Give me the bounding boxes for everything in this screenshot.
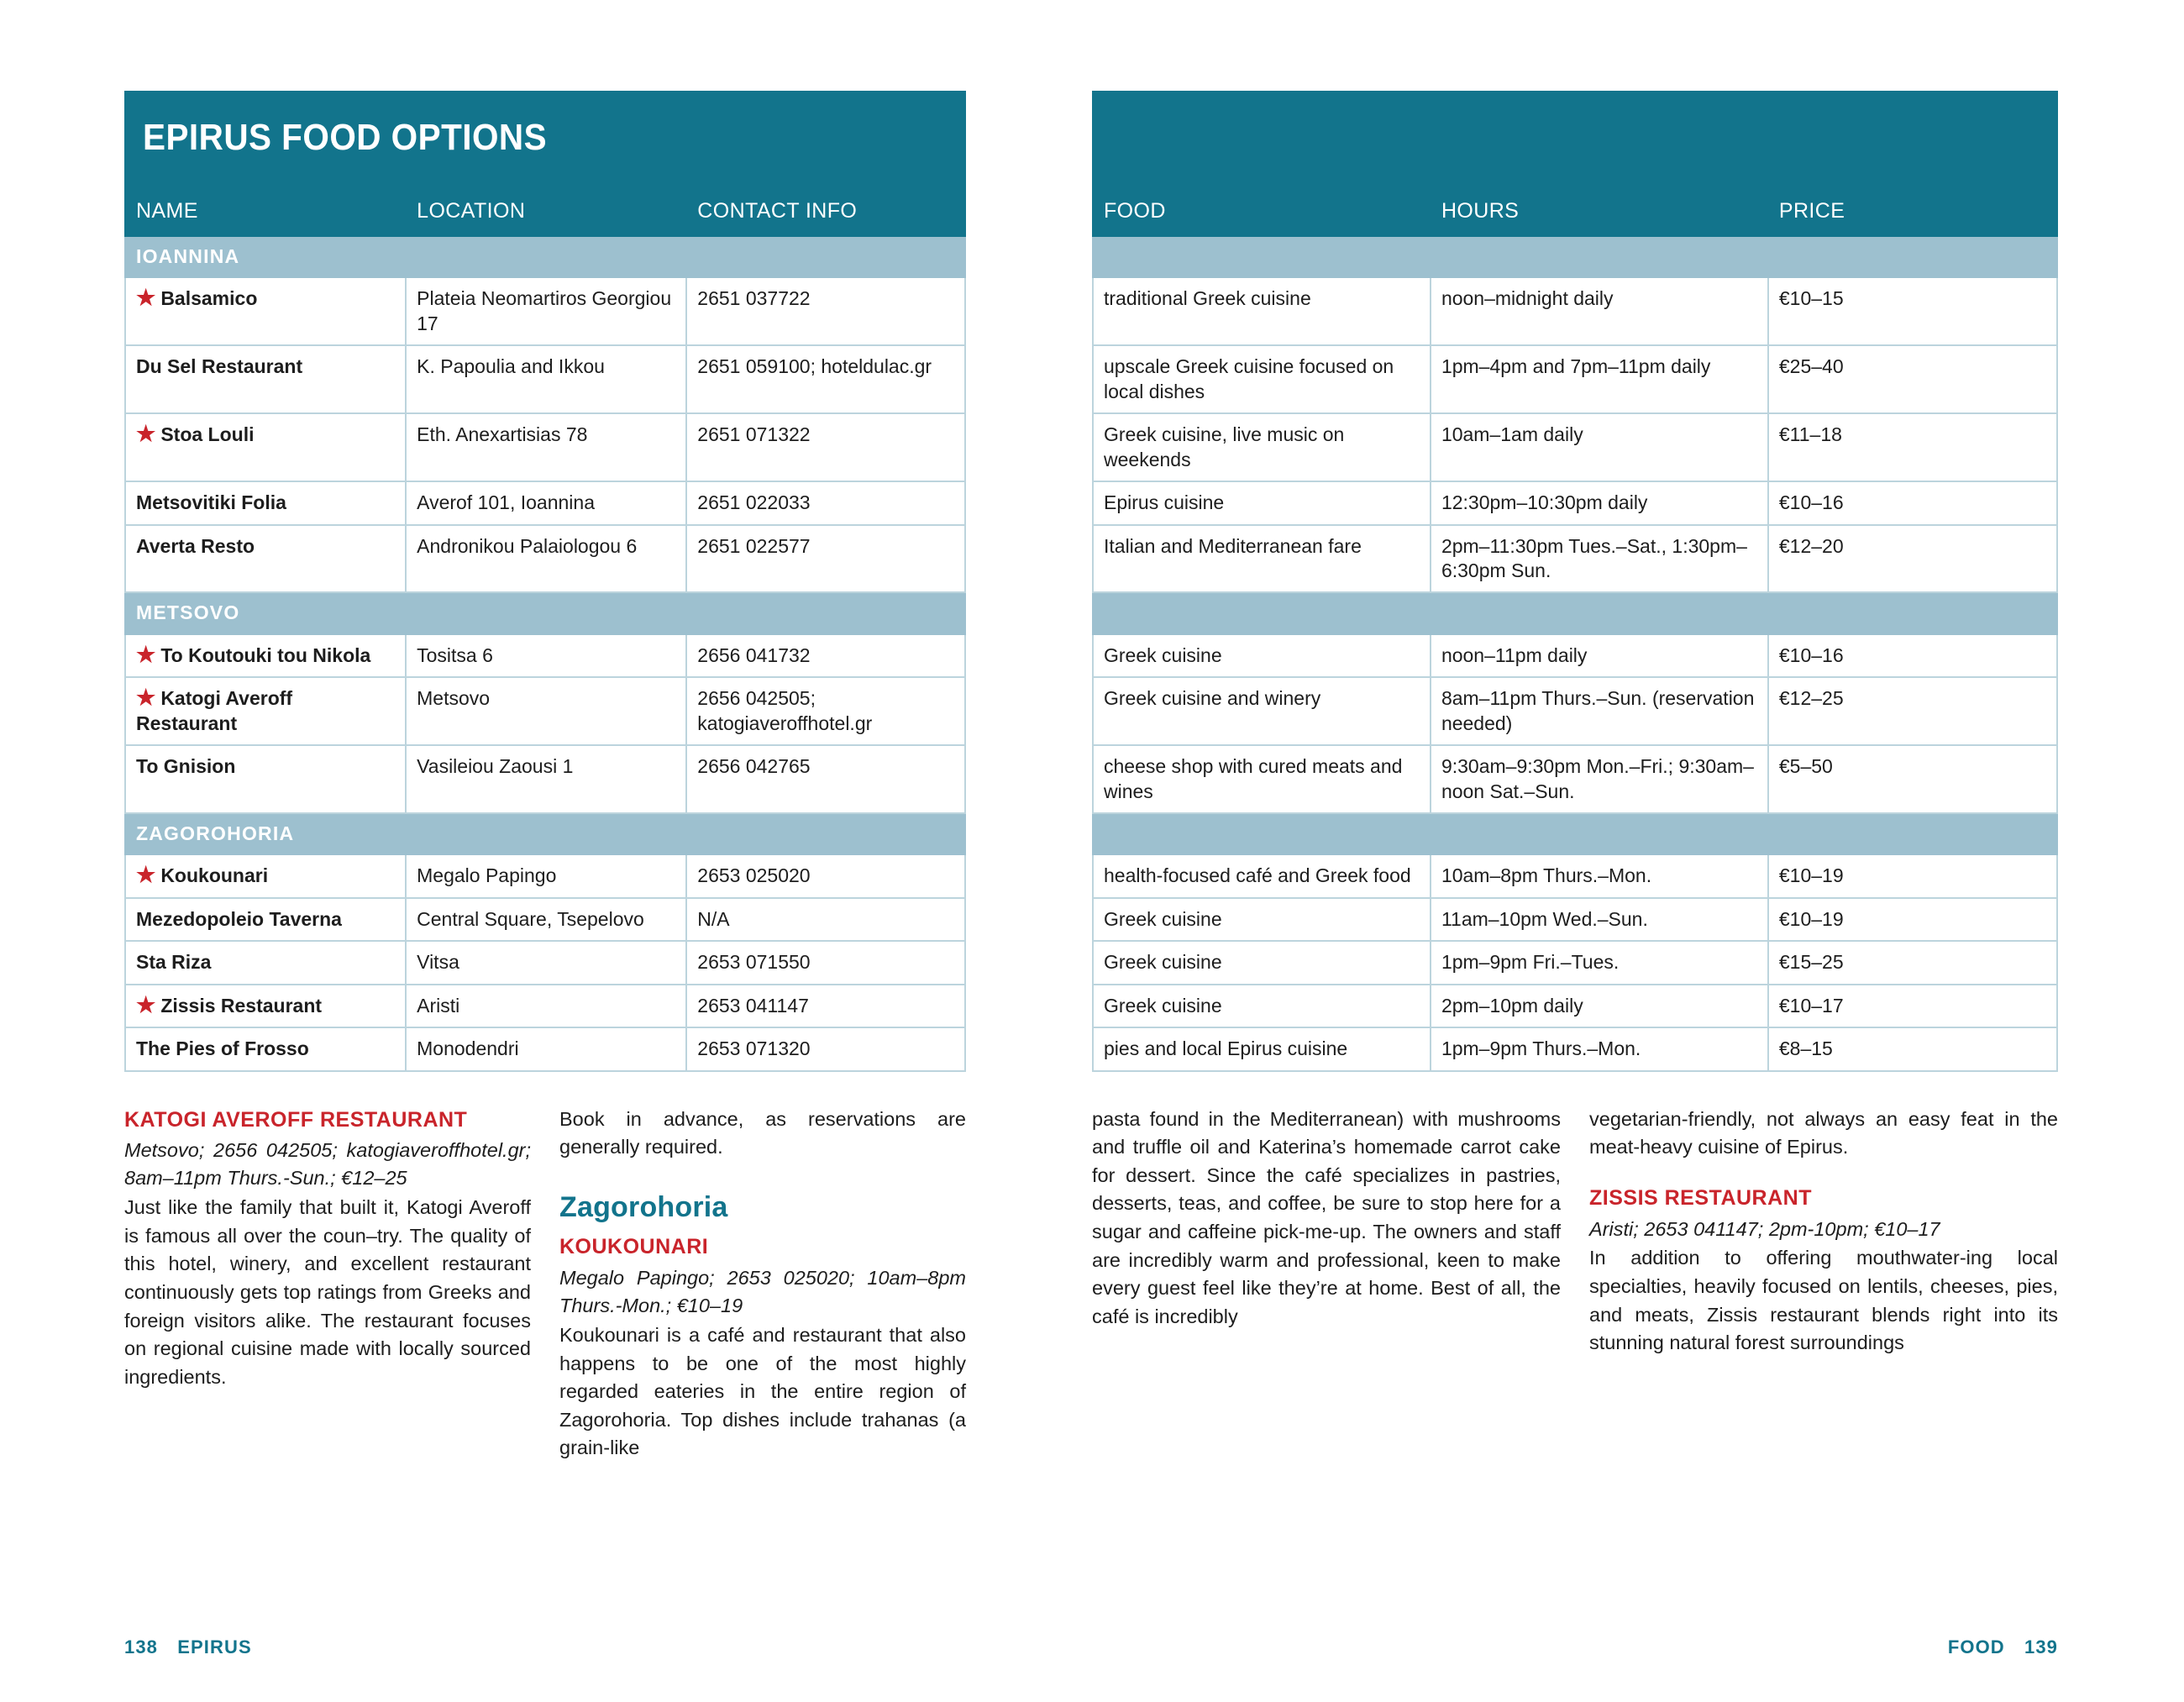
cell-food: cheese shop with cured meats and wines [1093, 745, 1431, 813]
cell-food: Epirus cuisine [1093, 481, 1431, 524]
cell-hours: 9:30am–9:30pm Mon.–Fri.; 9:30am–noon Sat.–Sun. [1431, 745, 1768, 813]
cell-price: €10–19 [1768, 898, 2057, 941]
table-section-band-cell [1093, 813, 2057, 854]
table-section-header [125, 813, 965, 854]
cell-hours: 12:30pm–10:30pm daily [1431, 481, 1768, 524]
page-number-right: 139 [2024, 1636, 2058, 1657]
cell-contact: 2656 041732 [686, 634, 965, 677]
epirus-food-table-right [1092, 185, 2058, 1072]
star-icon: ★ [136, 862, 156, 888]
cell-location: Averof 101, Ioannina [406, 481, 686, 524]
cell-location: Monodendri [406, 1027, 686, 1070]
cell-hours: 10am–8pm Thurs.–Mon. [1431, 854, 1768, 897]
table-section-band-cell [1093, 592, 2057, 633]
table-row [125, 277, 965, 345]
cell-contact: 2651 037722 [686, 277, 965, 345]
entry-meta-katogi: Metsovo; 2656 042505; katogiaveroffhotel.gr; 8am–11pm Thurs.-Sun.; €12–25 [124, 1139, 531, 1190]
cell-location: Andronikou Palaiologou 6 [406, 525, 686, 593]
cell-hours: 1pm–9pm Fri.–Tues. [1431, 941, 1768, 984]
cell-food: Greek cuisine [1093, 941, 1431, 984]
cell-food: Greek cuisine [1093, 634, 1431, 677]
cell-name: Du Sel Restaurant [125, 345, 406, 413]
cell-location: Plateia Neomartiros Georgiou 17 [406, 277, 686, 345]
table-row [125, 413, 965, 481]
star-icon: ★ [136, 991, 156, 1017]
cell-location: Metsovo [406, 677, 686, 745]
table-row [1093, 941, 2057, 984]
table-row [125, 525, 965, 593]
cell-price: €25–40 [1768, 345, 2057, 413]
table-row [1093, 1027, 2057, 1070]
table-section-label: METSOVO [125, 592, 965, 633]
body-columns-right [1092, 1106, 2058, 1358]
page-number-left: 138 [124, 1636, 159, 1657]
cell-hours: 8am–11pm Thurs.–Sun. (reservation needed) [1431, 677, 1768, 745]
cell-location: Vasileiou Zaousi 1 [406, 745, 686, 813]
cell-food: Greek cuisine, live music on weekends [1093, 413, 1431, 481]
table-row [125, 481, 965, 524]
cell-contact: N/A [686, 898, 965, 941]
cell-contact: 2651 022033 [686, 481, 965, 524]
cell-contact: 2653 071550 [686, 941, 965, 984]
cell-contact: 2653 071320 [686, 1027, 965, 1070]
cell-name: Averta Resto [125, 525, 406, 593]
cell-food: Greek cuisine [1093, 985, 1431, 1027]
body-column-1 [124, 1106, 531, 1463]
entry-meta-koukounari: Megalo Papingo; 2653 025020; 10am–8pm Thurs.-Mon.; €10–19 [559, 1267, 966, 1317]
cell-name: To Gnision [125, 745, 406, 813]
star-icon: ★ [136, 285, 156, 311]
entry-heading-zissis: ZISSIS RESTAURANT [1589, 1185, 1812, 1210]
table-row [1093, 634, 2057, 677]
table-row [1093, 985, 2057, 1027]
cell-contact: 2656 042765 [686, 745, 965, 813]
cell-name: ★ To Koutouki tou Nikola [125, 634, 406, 677]
table-section-band [1093, 592, 2057, 633]
entry-text-koukounari-continued: pasta found in the Mediterranean) with mushrooms and truffle oil and Katerina’s homemade carrot cake for dessert. Since the café specializes in pastries, desserts, teas, and coffee, be sure to stop here for a sugar and caffeine pick-me-up. The owners and staff are incredibly warm and professional, keen to make every guest feel like they’re at home. Best of all, the café is incredibly [1092, 1107, 1561, 1327]
cell-location: Aristi [406, 985, 686, 1027]
table-row [125, 898, 965, 941]
cell-hours: 1pm–4pm and 7pm–11pm daily [1431, 345, 1768, 413]
table-row [125, 1027, 965, 1070]
cell-contact: 2651 071322 [686, 413, 965, 481]
cell-contact: 2653 041147 [686, 985, 965, 1027]
table-row [1093, 854, 2057, 897]
cell-food: Greek cuisine and winery [1093, 677, 1431, 745]
table-title: EPIRUS FOOD OPTIONS [143, 117, 548, 158]
table-row [1093, 745, 2057, 813]
body-column-3 [1092, 1106, 1561, 1358]
column-header: PRICE [1768, 186, 2057, 236]
cell-price: €12–20 [1768, 525, 2057, 593]
table-row [1093, 677, 2057, 745]
region-heading-zagorohoria: Zagorohoria [559, 1190, 728, 1223]
cell-contact: 2656 042505; katogiaveroffhotel.gr [686, 677, 965, 745]
table-banner-right [1092, 91, 2058, 185]
cell-contact: 2653 025020 [686, 854, 965, 897]
entry-text-katogi-continued: Book in advance, as reservations are generally required. [559, 1107, 966, 1158]
entry-meta-zissis: Aristi; 2653 041147; 2pm-10pm; €10–17 [1589, 1217, 1940, 1240]
cell-hours: 11am–10pm Wed.–Sun. [1431, 898, 1768, 941]
cell-contact: 2651 059100; hoteldulac.gr [686, 345, 965, 413]
table-section-label: IOANNINA [125, 236, 965, 277]
star-icon: ★ [136, 421, 156, 447]
cell-location: Central Square, Tsepelovo [406, 898, 686, 941]
cell-food: pies and local Epirus cuisine [1093, 1027, 1431, 1070]
footer-label-left: EPIRUS [177, 1636, 252, 1657]
table-row [1093, 277, 2057, 345]
cell-price: €10–16 [1768, 634, 2057, 677]
cell-name: Mezedopoleio Taverna [125, 898, 406, 941]
star-icon: ★ [136, 641, 156, 667]
body-column-2 [559, 1106, 966, 1463]
column-header: FOOD [1093, 186, 1431, 236]
cell-name: ★ Katogi Averoff Restaurant [125, 677, 406, 745]
body-column-4 [1589, 1106, 2058, 1358]
cell-contact: 2651 022577 [686, 525, 965, 593]
cell-hours: noon–midnight daily [1431, 277, 1768, 345]
cell-food: traditional Greek cuisine [1093, 277, 1431, 345]
cell-hours: noon–11pm daily [1431, 634, 1768, 677]
cell-price: €10–19 [1768, 854, 2057, 897]
footer-left [124, 1636, 252, 1658]
cell-location: Tositsa 6 [406, 634, 686, 677]
cell-food: upscale Greek cuisine focused on local dishes [1093, 345, 1431, 413]
entry-text-koukounari-end: vegetarian-friendly, not always an easy feat in the meat-heavy cuisine of Epirus. [1589, 1107, 2058, 1158]
table-row [1093, 898, 2057, 941]
table-section-band [1093, 813, 2057, 854]
footer-label-right: FOOD [1947, 1636, 2005, 1657]
cell-hours: 2pm–11:30pm Tues.–Sat., 1:30pm–6:30pm Sun. [1431, 525, 1768, 593]
cell-location: Megalo Papingo [406, 854, 686, 897]
table-header-row-left [125, 186, 965, 236]
entry-heading-koukounari: KOUKOUNARI [559, 1235, 709, 1259]
cell-food: Greek cuisine [1093, 898, 1431, 941]
table-row [125, 985, 965, 1027]
cell-price: €11–18 [1768, 413, 2057, 481]
cell-name: Metsovitiki Folia [125, 481, 406, 524]
table-row [125, 634, 965, 677]
cell-name: ★ Stoa Louli [125, 413, 406, 481]
table-row [1093, 481, 2057, 524]
cell-name: Sta Riza [125, 941, 406, 984]
cell-price: €12–25 [1768, 677, 2057, 745]
table-row [1093, 413, 2057, 481]
table-section-header [125, 592, 965, 633]
cell-name: The Pies of Frosso [125, 1027, 406, 1070]
star-icon: ★ [136, 685, 156, 711]
cell-name: ★ Balsamico [125, 277, 406, 345]
footer-right [1948, 1636, 2058, 1658]
entry-text-zissis: In addition to offering mouthwater-ing local specialties, heavily focused on lentils, cheeses, pies, and meats, Zissis restaurant blends right into its stunning natural forest surroundings [1589, 1247, 2058, 1354]
cell-name: ★ Koukounari [125, 854, 406, 897]
entry-text-koukounari: Koukounari is a café and restaurant that also happens to be one of the most highly regarded eateries in the entire region of Zagorohoria. Top dishes include trahanas (a grain-like [559, 1323, 966, 1459]
cell-price: €10–17 [1768, 985, 2057, 1027]
column-header: CONTACT INFO [686, 186, 965, 236]
table-section-label: ZAGOROHORIA [125, 813, 965, 854]
cell-name: ★ Zissis Restaurant [125, 985, 406, 1027]
cell-price: €15–25 [1768, 941, 2057, 984]
cell-price: €10–16 [1768, 481, 2057, 524]
column-header: NAME [125, 186, 406, 236]
cell-location: Vitsa [406, 941, 686, 984]
body-columns-left [124, 1106, 966, 1463]
column-header: HOURS [1431, 186, 1768, 236]
cell-food: health-focused café and Greek food [1093, 854, 1431, 897]
cell-price: €5–50 [1768, 745, 2057, 813]
epirus-food-table-left [124, 185, 966, 1072]
cell-hours: 2pm–10pm daily [1431, 985, 1768, 1027]
table-row [1093, 345, 2057, 413]
table-banner [124, 91, 966, 185]
cell-location: K. Papoulia and Ikkou [406, 345, 686, 413]
cell-hours: 1pm–9pm Thurs.–Mon. [1431, 1027, 1768, 1070]
cell-location: Eth. Anexartisias 78 [406, 413, 686, 481]
cell-hours: 10am–1am daily [1431, 413, 1768, 481]
cell-price: €10–15 [1768, 277, 2057, 345]
table-row [1093, 525, 2057, 593]
table-section-header [125, 236, 965, 277]
column-header: LOCATION [406, 186, 686, 236]
cell-food: Italian and Mediterranean fare [1093, 525, 1431, 593]
table-row [125, 677, 965, 745]
table-row [125, 745, 965, 813]
table-row [125, 854, 965, 897]
entry-text-katogi: Just like the family that built it, Katogi Averoff is famous all over the coun–try. The quality of this hotel, winery, and excellent restaurant continuously gets top ratings from Greeks and foreign visitors alike. The restaurant focuses on regional cuisine made with locally sourced ingredients. [124, 1196, 531, 1388]
table-row [125, 941, 965, 984]
cell-price: €8–15 [1768, 1027, 2057, 1070]
entry-heading-katogi: KATOGI AVEROFF RESTAURANT [124, 1107, 468, 1132]
table-section-band-cell [1093, 236, 2057, 277]
table-section-band [1093, 236, 2057, 277]
right-page [1092, 0, 2184, 1702]
table-header-row-right [1093, 186, 2057, 236]
table-row [125, 345, 965, 413]
